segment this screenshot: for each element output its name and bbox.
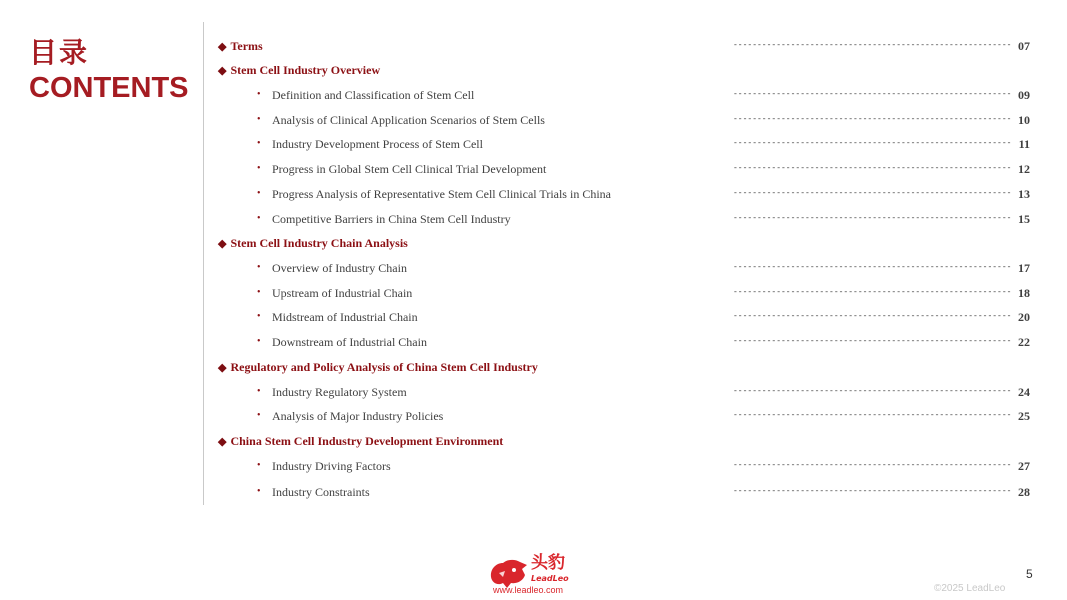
toc-leader-dots: ---------------------------------------------------------- xyxy=(733,487,1012,496)
bullet-icon: • xyxy=(257,287,261,298)
toc-section-row[interactable] xyxy=(0,36,1067,56)
toc-leader-dots: ---------------------------------------------------------- xyxy=(733,41,1012,50)
toc-leader-dots: ---------------------------------------------------------- xyxy=(733,90,1012,99)
toc-item-label: Industry Development Process of Stem Cell xyxy=(272,137,483,151)
bullet-icon: • xyxy=(257,410,261,421)
diamond-bullet-icon: ◆ xyxy=(218,238,227,250)
toc-leader-dots: ---------------------------------------------------------- xyxy=(733,164,1012,173)
toc-section-title xyxy=(218,431,503,452)
toc-page-number: 17 xyxy=(1018,261,1030,275)
toc-item-label: Overview of Industry Chain xyxy=(272,261,407,275)
toc-leader-dots: ---------------------------------------------------------- xyxy=(733,115,1012,124)
toc-leader-dots: ---------------------------------------------------------- xyxy=(733,288,1012,297)
toc-item-row[interactable] xyxy=(0,283,1067,303)
toc-section-label: China Stem Cell Industry Development Environment xyxy=(230,434,504,448)
toc-item-label: Upstream of Industrial Chain xyxy=(272,286,413,300)
toc-item-row[interactable] xyxy=(0,406,1067,426)
bullet-icon: • xyxy=(257,311,261,322)
toc-page-number: 24 xyxy=(1018,385,1030,399)
bullet-icon: • xyxy=(257,213,261,224)
toc-section-title xyxy=(218,357,538,378)
toc-section-label: Terms xyxy=(230,39,263,53)
toc-item-label: Competitive Barriers in China Stem Cell Industry xyxy=(272,212,511,226)
toc-section-row[interactable] xyxy=(0,357,1067,377)
toc-item-row[interactable] xyxy=(0,184,1067,204)
bullet-icon: • xyxy=(257,386,261,397)
toc-leader-dots: ---------------------------------------------------------- xyxy=(733,139,1012,148)
toc-item-row[interactable] xyxy=(0,332,1067,352)
toc-page-number: 18 xyxy=(1018,286,1030,300)
toc-page-number: 12 xyxy=(1018,162,1030,176)
bullet-icon: • xyxy=(257,336,261,347)
toc-leader-dots: ---------------------------------------------------------- xyxy=(733,214,1012,223)
bullet-icon: • xyxy=(257,138,261,149)
bullet-icon: • xyxy=(257,460,261,471)
bullet-icon: • xyxy=(257,163,261,174)
toc-item-row[interactable] xyxy=(0,307,1067,327)
toc-section-title xyxy=(218,36,263,57)
toc-item-label: Progress Analysis of Representative Stem Cell Clinical Trials in China xyxy=(272,187,611,201)
toc-item-row[interactable] xyxy=(0,482,1067,502)
toc-page-number: 27 xyxy=(1018,459,1030,473)
toc-section-label: Stem Cell Industry Chain Analysis xyxy=(230,236,408,250)
toc-leader-dots: ---------------------------------------------------------- xyxy=(733,461,1012,470)
toc-item-label: Industry Regulatory System xyxy=(272,385,407,399)
toc-leader-dots: ---------------------------------------------------------- xyxy=(733,263,1012,272)
toc-leader-dots: ---------------------------------------------------------- xyxy=(733,189,1012,198)
toc-section-title xyxy=(218,60,380,81)
toc-leader-dots: ---------------------------------------------------------- xyxy=(733,411,1012,420)
toc-item-label: Downstream of Industrial Chain xyxy=(272,335,427,349)
toc-page-number: 15 xyxy=(1018,212,1030,226)
toc-item-label: Midstream of Industrial Chain xyxy=(272,310,418,324)
toc-leader-dots: ---------------------------------------------------------- xyxy=(733,337,1012,346)
toc-section-row[interactable] xyxy=(0,431,1067,451)
toc-page-number: 25 xyxy=(1018,409,1030,423)
toc-section-title xyxy=(218,233,408,254)
bullet-icon: • xyxy=(257,89,261,100)
toc-item-label: Industry Driving Factors xyxy=(272,459,391,473)
toc-item-label: Analysis of Major Industry Policies xyxy=(272,409,444,423)
toc-section-label: Regulatory and Policy Analysis of China Stem Cell Industry xyxy=(230,360,538,374)
toc-page-number: 10 xyxy=(1018,113,1030,127)
logo-url[interactable]: www.leadleo.com xyxy=(493,585,564,595)
toc-page-number: 20 xyxy=(1018,310,1030,324)
toc-item-row[interactable] xyxy=(0,382,1067,402)
toc-page-number: 22 xyxy=(1018,335,1030,349)
logo-text-cn: 头豹 xyxy=(531,553,565,573)
toc-item-row[interactable] xyxy=(0,110,1067,130)
bullet-icon: • xyxy=(257,486,261,497)
toc-section-row[interactable] xyxy=(0,60,1067,80)
toc-item-row[interactable] xyxy=(0,134,1067,154)
bullet-icon: • xyxy=(257,262,261,273)
diamond-bullet-icon: ◆ xyxy=(218,362,227,374)
toc-page-number: 11 xyxy=(1018,137,1030,151)
slide-page-number: 5 xyxy=(1026,567,1033,581)
toc-item-label: Progress in Global Stem Cell Clinical Trial Development xyxy=(272,162,547,176)
diamond-bullet-icon: ◆ xyxy=(218,41,227,53)
contents-title-cn: 目录 xyxy=(29,36,90,69)
bullet-icon: • xyxy=(257,114,261,125)
toc-item-row[interactable] xyxy=(0,85,1067,105)
bullet-icon: • xyxy=(257,188,261,199)
toc-item-row[interactable] xyxy=(0,258,1067,278)
toc-page-number: 13 xyxy=(1018,187,1030,201)
toc-item-row[interactable] xyxy=(0,159,1067,179)
toc-page-number: 28 xyxy=(1018,485,1030,499)
toc-section-label: Stem Cell Industry Overview xyxy=(230,63,381,77)
toc-leader-dots: ---------------------------------------------------------- xyxy=(733,387,1012,396)
toc-section-row[interactable] xyxy=(0,233,1067,253)
toc-item-row[interactable] xyxy=(0,456,1067,476)
toc-page-number: 07 xyxy=(1018,39,1030,53)
toc-item-label: Definition and Classification of Stem Cell xyxy=(272,88,475,102)
toc-item-label: Industry Constraints xyxy=(272,485,370,499)
logo-text-en: LeadLeo xyxy=(531,574,569,583)
diamond-bullet-icon: ◆ xyxy=(218,436,227,448)
copyright-text: ©2025 LeadLeo xyxy=(934,583,1006,594)
toc-page-number: 09 xyxy=(1018,88,1030,102)
toc-leader-dots: ---------------------------------------------------------- xyxy=(733,312,1012,321)
toc-item-row[interactable] xyxy=(0,209,1067,229)
contents-title-en: CONTENTS xyxy=(29,72,189,104)
toc-item-label: Analysis of Clinical Application Scenarios of Stem Cells xyxy=(272,113,545,127)
diamond-bullet-icon: ◆ xyxy=(218,65,227,77)
